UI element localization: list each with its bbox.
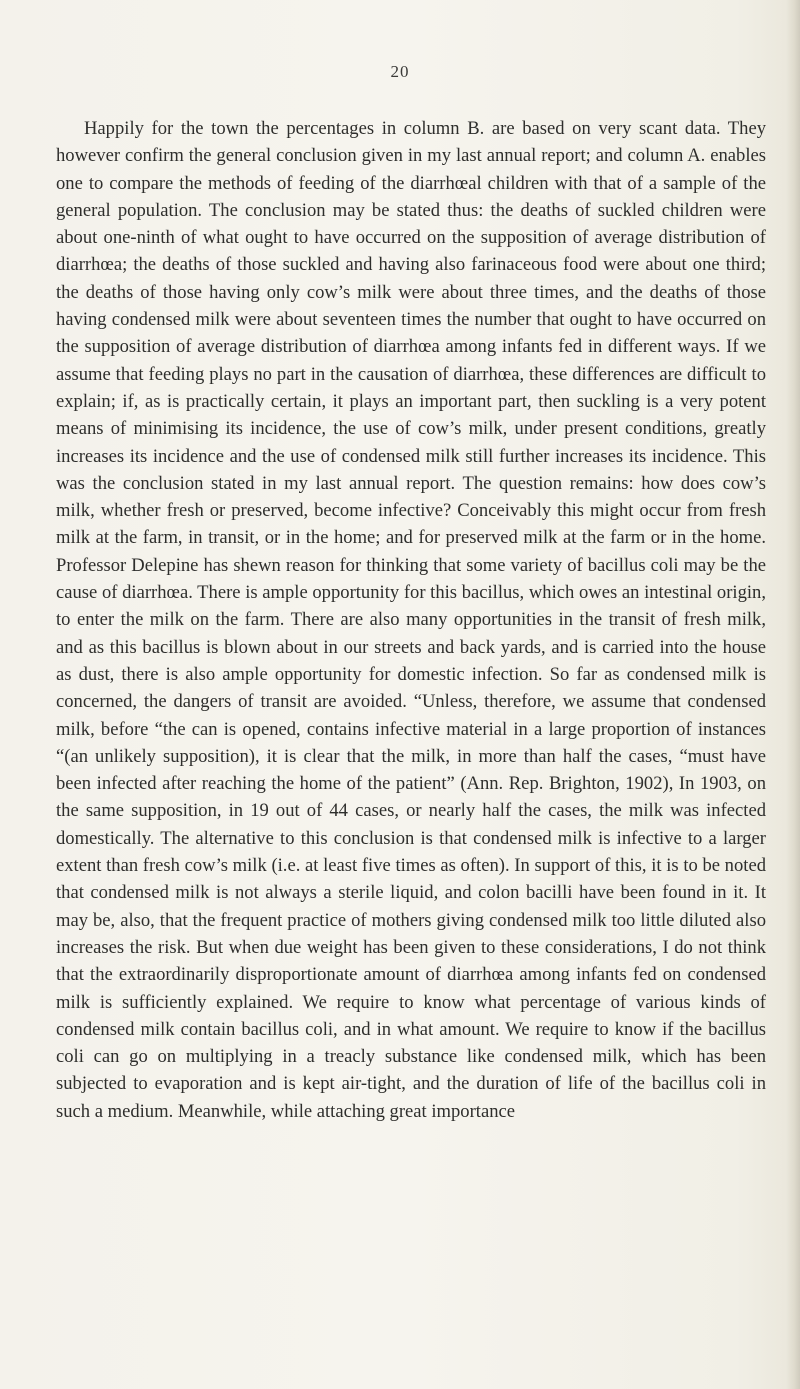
body-text <box>56 115 766 1125</box>
page-edge-shadow <box>786 0 800 1389</box>
page-number: 20 <box>390 62 410 81</box>
paragraph: Happily for the town the percentages in column B. are based on very scant data. They however confirm the general conclusion given in my last annual report; and column A. enables one to compare the methods of feeding of the diarrhœal children with that of a sample of the general population. The conclusion may be stated thus: the deaths of suckled children were about one-ninth of what ought to have occurred on the supposition of average distribution of diarrhœa; the deaths of those suckled and having also farinaceous food were about one third; the deaths of those having only cow’s milk were about three times, and the deaths of those having condensed milk were about seventeen times the number that ought to have occurred on the supposition of average distribution of diarrhœa among infants fed in different ways. If we assume that feeding plays no part in the causation of diarrhœa, these differences are difficult to explain; if, as is practically certain, it plays an important part, then suckling is a very potent means of minimising its incidence, the use of cow’s milk, under present conditions, greatly increases its incidence and the use of condensed milk still further increases its incidence. This was the conclusion stated in my last annual report. The question remains: how does cow’s milk, whether fresh or preserved, become infective? Conceivably this might occur from fresh milk at the farm, in transit, or in the home; and for preserved milk at the farm or in the home. Professor Delepine has shewn reason for thinking that some variety of bacillus coli may be the cause of diarrhœa. There is ample opportunity for this bacillus, which owes an intestinal origin, to enter the milk on the farm. There are also many opportunities in the transit of fresh milk, and as this bacillus is blown about in our streets and back yards, and is carried into the house as dust, there is also ample opportunity for domestic infection. So far as condensed milk is concerned, the dangers of transit are avoided. “Unless, therefore, we assume that condensed milk, before “the can is opened, contains infective material in a large proportion of instances “(an unlikely supposition), it is clear that the milk, in more than half the cases, “must have been infected after reaching the home of the patient” (Ann. Rep. Brighton, 1902), In 1903, on the same supposition, in 19 out of 44 cases, or nearly half the cases, the milk was infected domestically. The alternative to this conclusion is that condensed milk is infective to a larger extent than fresh cow’s milk (i.e. at least five times as often). In support of this, it is to be noted that condensed milk is not always a sterile liquid, and colon bacilli have been found in it. It may be, also, that the frequent practice of mothers giving condensed milk too little diluted also increases the risk. But when due weight has been given to these considerations, I do not think that the extraordinarily disproportionate amount of diarrhœa among infants fed on condensed milk is sufficiently explained. We require to know what percentage of various kinds of condensed milk contain bacillus coli, and in what amount. We require to know if the bacillus coli can go on multiplying in a treacly substance like condensed milk, which has been subjected to evaporation and is kept air-tight, and the duration of life of the bacillus coli in such a medium. Meanwhile, while attaching great importance <box>56 118 766 1122</box>
